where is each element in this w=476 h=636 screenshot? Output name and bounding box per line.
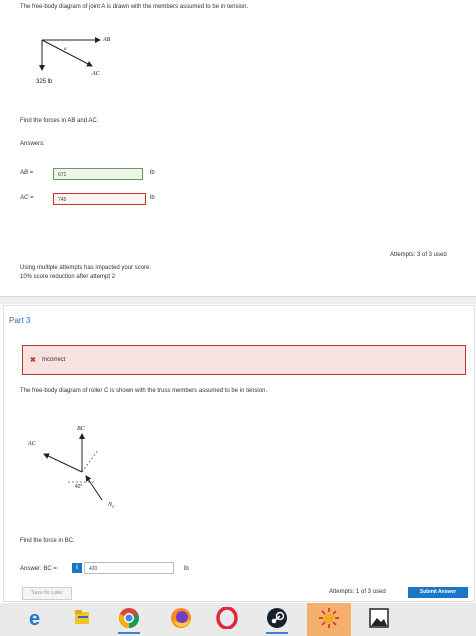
part3-attempts: Attempts: 1 of 3 used xyxy=(329,589,386,595)
roller-c-fbd xyxy=(20,410,170,520)
ab-label: AB xyxy=(103,37,111,43)
chrome-active-indicator xyxy=(118,632,140,634)
opera-icon[interactable] xyxy=(214,605,240,631)
ac-unit: lb xyxy=(150,195,155,201)
part2-attempts: Attempts: 3 of 3 used xyxy=(390,252,447,258)
steam-active-indicator xyxy=(266,632,288,634)
bc-answer-input[interactable]: 420 xyxy=(84,562,174,574)
angle-label: 42° xyxy=(75,484,83,490)
ab-answer-label: AB = xyxy=(20,170,34,176)
incorrect-banner xyxy=(22,345,466,375)
part3-title: Part 3 xyxy=(9,316,31,325)
ac-answer-label: AC = xyxy=(20,195,34,201)
ac-label: AC xyxy=(92,71,100,77)
submit-answer-button[interactable]: Submit Answer xyxy=(408,587,468,598)
part2-intro: The free-body diagram of joint A is drawn with the members assumed to be in tension. xyxy=(20,4,249,10)
chrome-icon[interactable] xyxy=(116,605,142,631)
file-explorer-icon[interactable] xyxy=(70,605,96,631)
section-divider xyxy=(0,297,476,304)
part3-intro: The free-body diagram of roller C is shown with the truss members assumed to be in tension. xyxy=(20,388,268,394)
bc-unit: lb xyxy=(184,566,189,572)
bc-answer-label: Answer: BC = xyxy=(20,566,57,572)
nc-label: $N_C$ xyxy=(108,502,115,509)
answers-heading: Answers: xyxy=(20,141,45,147)
ab-unit: lb xyxy=(150,170,155,176)
edge-icon[interactable] xyxy=(24,605,50,631)
save-for-later-button[interactable]: Save for Later xyxy=(22,587,72,600)
part3-prompt: Find the force in BC. xyxy=(20,538,75,544)
nc-arrow xyxy=(86,476,102,500)
load-label: 325 lb xyxy=(36,79,53,85)
ref-dashed-line xyxy=(82,450,98,472)
ac-label-c: AC xyxy=(28,441,36,447)
ac-arrow-c xyxy=(44,454,82,472)
penalty-line-2: 10% score reduction after attempt 2 xyxy=(20,274,116,280)
part2-prompt: Find the forces in AB and AC. xyxy=(20,118,99,124)
settings-sun-icon[interactable] xyxy=(316,605,342,631)
penalty-line-1: Using multiple attempts has impacted your score. xyxy=(20,265,152,271)
alpha-label: α xyxy=(64,47,67,52)
info-icon[interactable]: i xyxy=(72,563,82,573)
ab-answer-input[interactable]: 671 xyxy=(53,168,143,180)
x-icon: ✖ xyxy=(30,357,36,364)
svg-text:e: e xyxy=(29,608,41,628)
photos-icon[interactable] xyxy=(366,605,392,631)
firefox-icon[interactable] xyxy=(168,605,194,631)
joint-a-fbd xyxy=(30,28,140,88)
ac-answer-input[interactable]: 745 xyxy=(53,193,146,205)
incorrect-label: Incorrect xyxy=(42,357,66,363)
bc-label: BC xyxy=(77,426,85,432)
steam-icon[interactable] xyxy=(264,605,290,631)
ac-arrow xyxy=(42,40,92,66)
